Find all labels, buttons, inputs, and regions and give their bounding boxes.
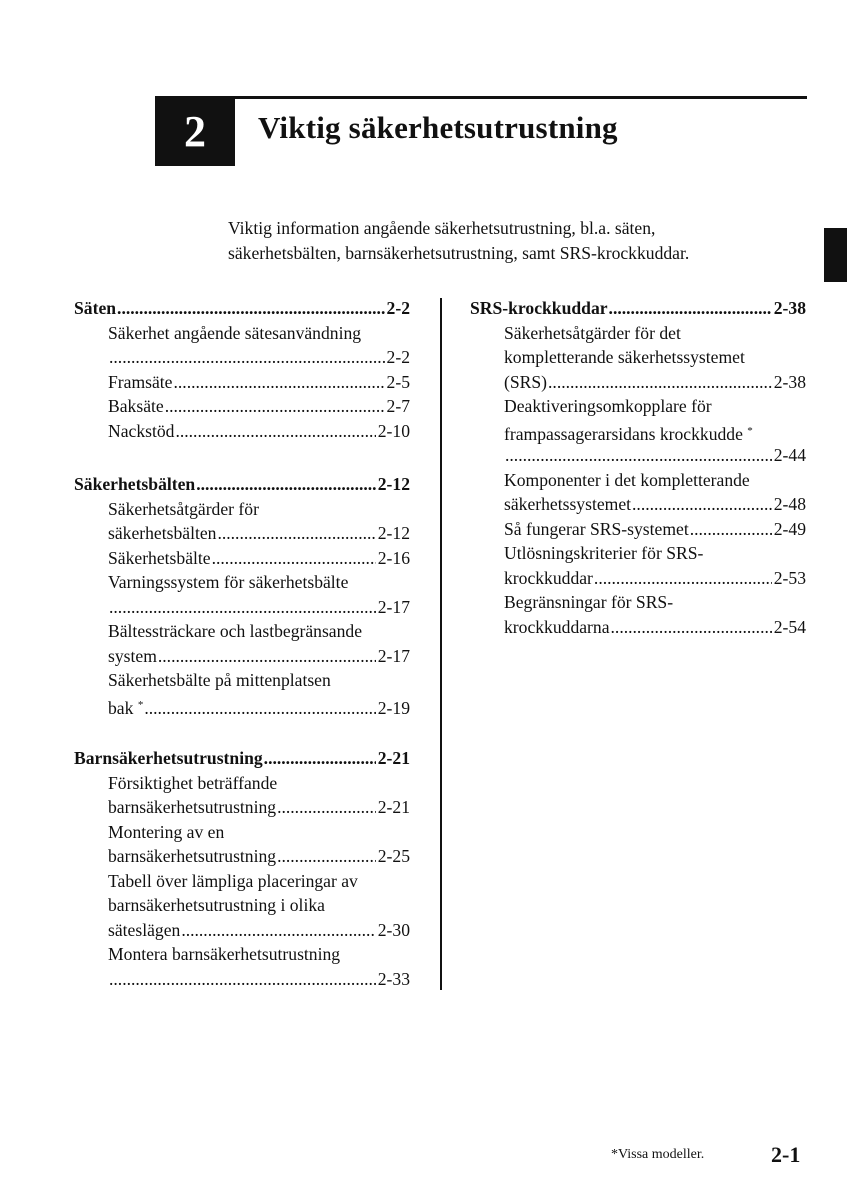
page-ref: 2-12 [377,523,410,543]
toc-entry-continued[interactable] [74,967,410,992]
page-ref: 2-30 [377,919,410,940]
toc-entry[interactable]: Utlösningskriterier för SRS- [504,543,704,563]
toc-entry-continued[interactable] [470,443,806,468]
toc-entry-continued[interactable]: säkerhetsbälten ..... 2-12 [74,521,410,546]
footnote-asterisk: * [137,698,144,711]
toc-entry[interactable]: Säkerhetsåtgärder för det [504,322,681,343]
toc-section-srs-krockkuddar [470,296,806,639]
column-divider [440,298,442,990]
toc-entry-continued[interactable]: system ..... 2-17 [74,644,410,669]
toc-section-sakerhetsbalten [74,472,410,717]
footnote-asterisk: * [747,424,753,437]
toc-entry-continued[interactable]: barnsäkerhetsutrustning ..... 2-21 [74,795,410,820]
toc-entry[interactable]: Säkerhetsbälte på mittenplatsen [108,670,331,690]
page-ref: 2-21 [377,797,410,817]
toc-entry-continued[interactable] [74,595,410,620]
page-ref: 2-2 [386,298,410,318]
page-ref: 2-10 [377,420,410,441]
toc-entry[interactable]: Montering av en [108,821,225,842]
page-ref: 2-5 [386,371,410,392]
page-ref: 2-53 [773,567,806,588]
chapter-intro [228,216,788,266]
toc-entry-continued[interactable]: barnsäkerhetsutrustning i olika [108,895,325,915]
page-ref: 2-49 [773,518,806,539]
toc-entry-continued[interactable]: krockkuddar ..... 2-53 [470,566,806,591]
toc-entry[interactable]: Komponenter i det kompletterande [504,469,750,490]
toc-entry-continued[interactable]: krockkuddarna ..... 2-54 [470,615,806,640]
toc-entry-continued[interactable]: säkerhetssystemet ..... 2-48 [470,492,806,517]
toc-entry[interactable]: Så fungerar SRS-systemet ..... 2-49 [470,517,806,542]
page-ref: 2-38 [773,298,806,318]
page-ref: 2-16 [377,547,410,568]
page-ref: 2-21 [377,748,410,768]
toc-entry-continued[interactable]: kompletterande säkerhetssystemet [504,347,745,367]
intro-line: Viktig information angående säkerhetsutrustning, bl.a. säten, [228,218,656,238]
toc-entry[interactable]: Nackstöd ..... 2-10 [74,419,410,444]
footnote-vissa-modeller: *Vissa modeller. [611,1147,705,1162]
toc-entry[interactable]: Montera barnsäkerhetsutrustning [108,944,341,964]
toc-entry[interactable]: Varningssystem för säkerhetsbälte [108,572,349,592]
page-ref: 2-17 [377,645,410,666]
toc-heading[interactable]: SRS-krockkuddar ..... 2-38 [470,296,806,321]
toc-heading[interactable]: Barnsäkerhetsutrustning ..... 2-21 [74,746,410,771]
chapter-number-box [155,96,235,166]
toc-section-saten [74,296,410,443]
toc-right-column [470,296,806,668]
toc-section-barnsakerhetsutrustning [74,746,410,991]
toc-entry[interactable]: Säkerhetsåtgärder för [108,498,259,519]
chapter-thumb-tab [824,228,847,282]
toc-entry-continued[interactable]: barnsäkerhetsutrustning ..... 2-25 [74,844,410,869]
toc-entry[interactable]: Säkerhetsbälte ..... 2-16 [74,546,410,571]
toc-entry[interactable]: Tabell över lämpliga placeringar av [108,870,358,891]
page-ref: 2-48 [773,494,806,514]
toc-entry-continued[interactable]: säteslägen ..... 2-30 [74,918,410,943]
page-ref: 2-25 [377,846,410,866]
toc-entry-continued[interactable]: bak * ..... 2-19 [74,693,410,718]
page-ref: 2-2 [386,347,410,367]
chapter-header-rule [155,96,807,99]
page-ref: 2-54 [773,616,806,637]
page-number: 2-1 [771,1142,801,1167]
intro-line: säkerhetsbälten, barnsäkerhetsutrustning, samt SRS-krockkuddar. [228,243,690,263]
toc-entry-continued[interactable]: frampassagerarsidans krockkudde * [504,423,753,444]
toc-entry[interactable]: Bältessträckare och lastbegränsande [108,621,363,641]
toc-entry[interactable]: Baksäte ..... 2-7 [74,394,410,419]
page-ref: 2-33 [377,968,410,989]
toc-entry[interactable]: Begränsningar för SRS- [504,592,674,612]
page-ref: 2-17 [377,596,410,617]
toc-entry[interactable]: Deaktiveringsomkopplare för [504,396,712,416]
toc-heading[interactable]: Säten ..... 2-2 [74,296,410,321]
page-ref: 2-19 [377,697,410,718]
page-ref: 2-12 [377,474,410,494]
page-ref: 2-7 [386,396,410,416]
toc-entry[interactable]: Säkerhet angående sätesanvändning [108,322,362,343]
toc-entry[interactable]: Framsäte ..... 2-5 [74,370,410,395]
toc-entry-continued[interactable] [74,345,410,370]
page-ref: 2-44 [773,445,806,465]
toc-heading[interactable]: Säkerhetsbälten ..... 2-12 [74,472,410,497]
toc-entry[interactable]: Försiktighet beträffande [108,772,278,793]
toc-entry-continued[interactable]: (SRS) ..... 2-38 [470,370,806,395]
chapter-number: 2 [184,106,206,156]
toc-left-column [74,296,410,1020]
page-ref: 2-38 [773,371,806,392]
chapter-title: Viktig säkerhetsutrustning [258,110,618,145]
